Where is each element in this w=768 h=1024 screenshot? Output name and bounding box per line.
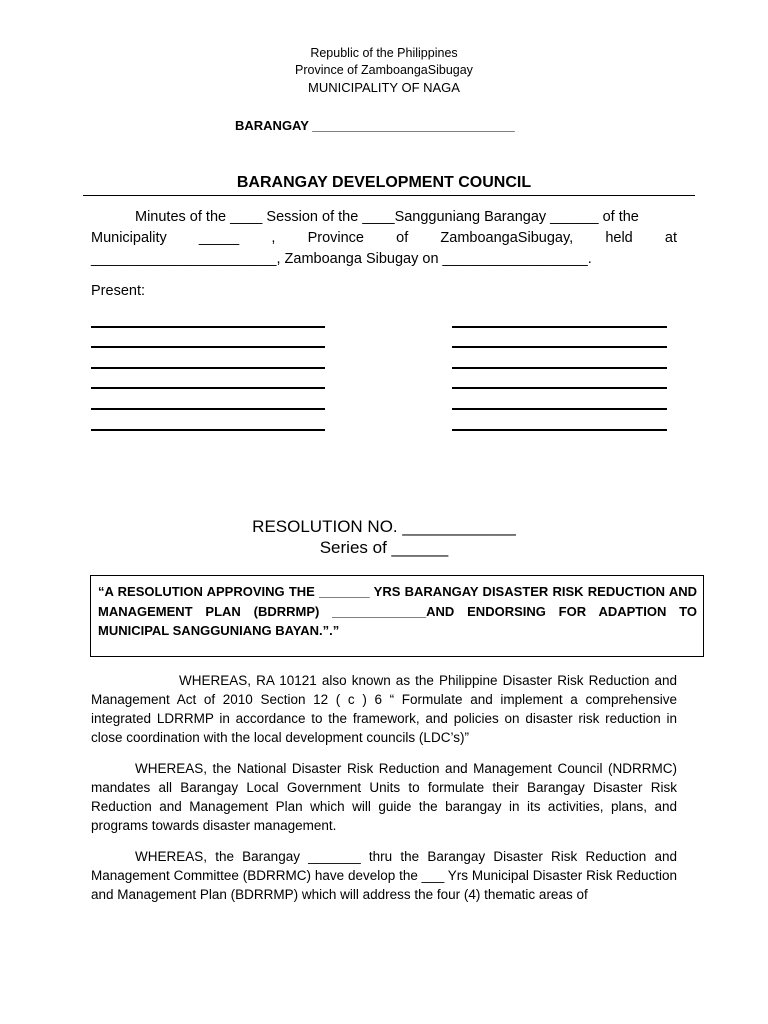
header-province: Province of ZamboangaSibugay	[295, 63, 473, 77]
present-label: Present:	[91, 283, 145, 299]
resolution-title: “A RESOLUTION APPROVING THE _______ YRS BARANGAY DISASTER RISK REDUCTION AND MANAGEMENT PLAN (BDRRMP) _____________AND ENDORSING FOR ADAPTION TO MUNICIPAL SANGGUNIANG BAYAN.”.”	[98, 584, 697, 638]
minutes-line-3: _______________________, Zamboanga Sibugay on __________________.	[91, 251, 592, 267]
signature-line	[452, 367, 667, 369]
signature-line	[452, 387, 667, 389]
signature-line	[91, 326, 325, 328]
whereas-clause-3: WHEREAS, the Barangay _______ thru the Barangay Disaster Risk Reduction and Management Committee (BDRRMC) have develop the ___ Yrs Municipal Disaster Risk Reduction and Management Plan (BDRRMP) which will address the four (4) thematic areas of	[91, 849, 677, 902]
whereas-clause-2: WHEREAS, the National Disaster Risk Reduction and Management Council (NDRRMC) mandates all Barangay Local Government Units to formulate their Barangay Disaster Risk Reduction and Management Plan which will guide the barangay in its activities, plans, and programs towards disaster management.	[91, 761, 677, 833]
council-title: BARANGAY DEVELOPMENT COUNCIL	[236, 174, 532, 191]
signature-line	[91, 429, 325, 431]
header-municipality: MUNICIPALITY OF NAGA	[308, 80, 460, 95]
signature-line	[91, 408, 325, 410]
signature-line	[452, 429, 667, 431]
signature-line	[452, 326, 667, 328]
signature-line	[91, 387, 325, 389]
resolution-number: RESOLUTION NO. ____________	[252, 517, 516, 536]
signature-line	[91, 367, 325, 369]
resolution-title-box	[90, 575, 704, 657]
minutes-line-2: Municipality _____ , Province of ZamboangaSibugay, held at	[91, 230, 677, 246]
minutes-line-1: Minutes of the ____ Session of the ____Sangguniang Barangay ______ of the	[135, 209, 639, 225]
header-republic: Republic of the Philippines	[310, 46, 458, 60]
title-divider	[83, 195, 695, 196]
signature-line	[452, 346, 667, 348]
signature-line	[91, 346, 325, 348]
resolution-series: Series of ______	[319, 538, 449, 557]
barangay-field: BARANGAY ____________________________	[235, 118, 515, 133]
signature-line	[452, 408, 667, 410]
whereas-clause-1: WHEREAS, RA 10121 also known as the Philippine Disaster Risk Reduction and Management Act of 2010 Section 12 ( c ) 6 “ Formulate and implement a comprehensive integrated LDRRMP in accordance to the framework, and policies on disaster risk reduction in close coordination with the local development councils (LDC’s)”	[91, 673, 677, 745]
